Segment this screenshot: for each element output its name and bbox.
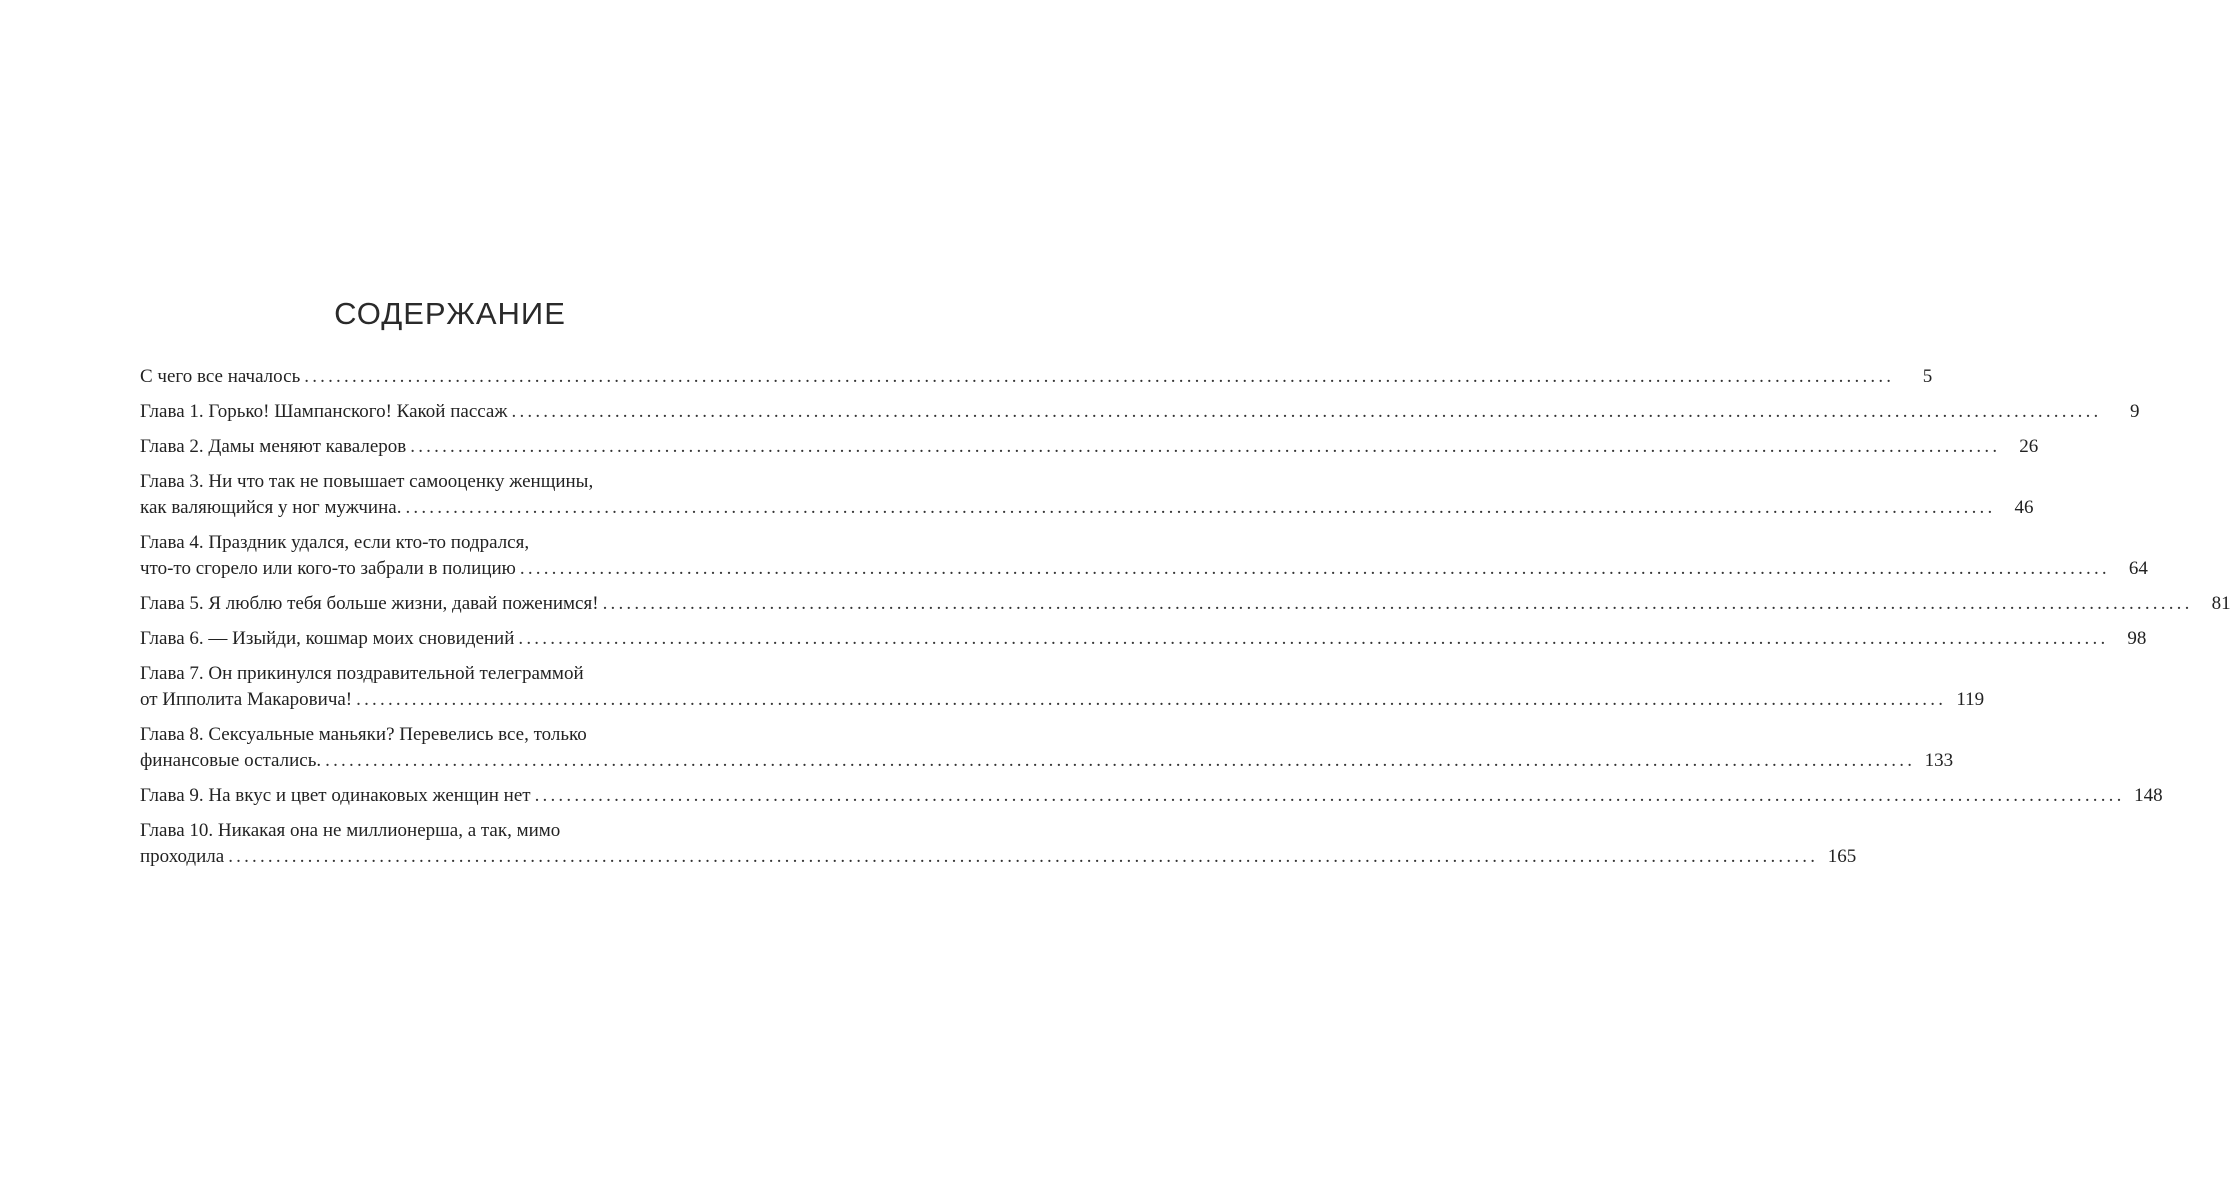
toc-entry-title: как валяющийся у ног мужчина. <box>140 497 402 518</box>
toc-entry-line <box>140 687 1985 713</box>
toc-entry-line <box>140 748 1954 774</box>
toc-page-number: 148 <box>2134 785 2163 806</box>
dot-leader: ........................................................................................................................................................................................................ <box>325 750 1916 771</box>
toc-entry-title: Глава 7. Он прикинулся поздравительной телеграммой <box>140 663 584 684</box>
toc-entry-line <box>140 556 2148 582</box>
toc-entry[interactable] <box>140 469 2034 521</box>
toc-entry-title: Глава 4. Праздник удался, если кто-то подрался, <box>140 532 530 553</box>
toc-entry-line <box>140 626 2147 652</box>
dot-leader: ........................................................................................................................................................................................................ <box>405 497 1996 518</box>
toc-entry-title: проходила <box>140 846 225 867</box>
dot-leader: ........................................................................................................................................................................................................ <box>410 436 2001 457</box>
dot-leader: ........................................................................................................................................................................................................ <box>356 689 1947 710</box>
toc-page-number: 165 <box>1827 846 1857 867</box>
toc-page-number: 26 <box>2019 436 2039 457</box>
toc-entry[interactable] <box>140 626 2147 652</box>
toc-entry-title: Глава 6. — Изыйди, кошмар моих сновидений <box>140 628 515 649</box>
toc-entry-title: Глава 3. Ни что так не повышает самооценку женщины, <box>140 471 594 492</box>
toc-page-number: 81 <box>2211 593 2231 614</box>
dot-leader: ........................................................................................................................................................................................................ <box>519 558 2110 579</box>
toc-entry-title: от Ипполита Макаровича! <box>140 689 353 710</box>
toc-page-number: 133 <box>1924 750 1954 771</box>
toc-entry-title: Глава 5. Я люблю тебя больше жизни, давай поженимся! <box>140 593 599 614</box>
toc-entry[interactable] <box>140 530 2148 582</box>
table-of-contents <box>140 364 2231 879</box>
toc-entry-line <box>140 364 1933 390</box>
toc-entry[interactable] <box>140 591 2231 617</box>
toc-entry-line <box>140 844 1857 870</box>
page-title: СОДЕРЖАНИЕ <box>334 296 566 331</box>
toc-entry-line <box>140 818 784 844</box>
toc-entry[interactable] <box>140 783 2163 809</box>
toc-entry-title: Глава 1. Горько! Шампанского! Какой пассаж <box>140 401 508 422</box>
toc-page-number: 46 <box>2014 497 2034 518</box>
toc-entry-line <box>140 495 2034 521</box>
toc-entry[interactable] <box>140 661 1985 713</box>
toc-entry[interactable] <box>140 434 2039 460</box>
toc-entry-line <box>140 722 784 748</box>
dot-leader: ........................................................................................................................................................................................................ <box>534 785 2125 806</box>
toc-entry-title: Глава 2. Дамы меняют кавалеров <box>140 436 407 457</box>
dot-leader: ........................................................................................................................................................................................................ <box>304 366 1895 387</box>
toc-entry-title: что-то сгорело или кого-то забрали в полицию <box>140 558 516 579</box>
toc-entry-title: Глава 8. Сексуальные маньяки? Перевелись все, только <box>140 724 587 745</box>
toc-page-number: 98 <box>2127 628 2147 649</box>
toc-entry-title: финансовые остались. <box>140 750 322 771</box>
dot-leader: ........................................................................................................................................................................................................ <box>511 401 2102 422</box>
dot-leader: ........................................................................................................................................................................................................ <box>602 593 2193 614</box>
toc-entry-title: Глава 10. Никакая она не миллионерша, а так, мимо <box>140 820 561 841</box>
toc-page-number: 9 <box>2130 401 2140 422</box>
toc-entry-title: Глава 9. На вкус и цвет одинаковых женщин нет <box>140 785 531 806</box>
toc-page-number: 64 <box>2128 558 2148 579</box>
toc-entry[interactable] <box>140 722 1954 774</box>
toc-page-number: 119 <box>1956 689 1985 710</box>
toc-entry-line <box>140 469 784 495</box>
toc-entry-line <box>140 591 2231 617</box>
toc-entry[interactable] <box>140 399 2140 425</box>
toc-entry-line <box>140 399 2140 425</box>
toc-page-number: 5 <box>1922 366 1933 387</box>
toc-entry-line <box>140 434 2039 460</box>
dot-leader: ........................................................................................................................................................................................................ <box>518 628 2109 649</box>
toc-entry-line <box>140 530 784 556</box>
toc-entry[interactable] <box>140 364 1933 390</box>
toc-entry-line <box>140 661 784 687</box>
toc-entry-line <box>140 783 2163 809</box>
toc-entry-title: С чего все началось <box>140 366 301 387</box>
dot-leader: ........................................................................................................................................................................................................ <box>228 846 1819 867</box>
toc-entry[interactable] <box>140 818 1857 870</box>
